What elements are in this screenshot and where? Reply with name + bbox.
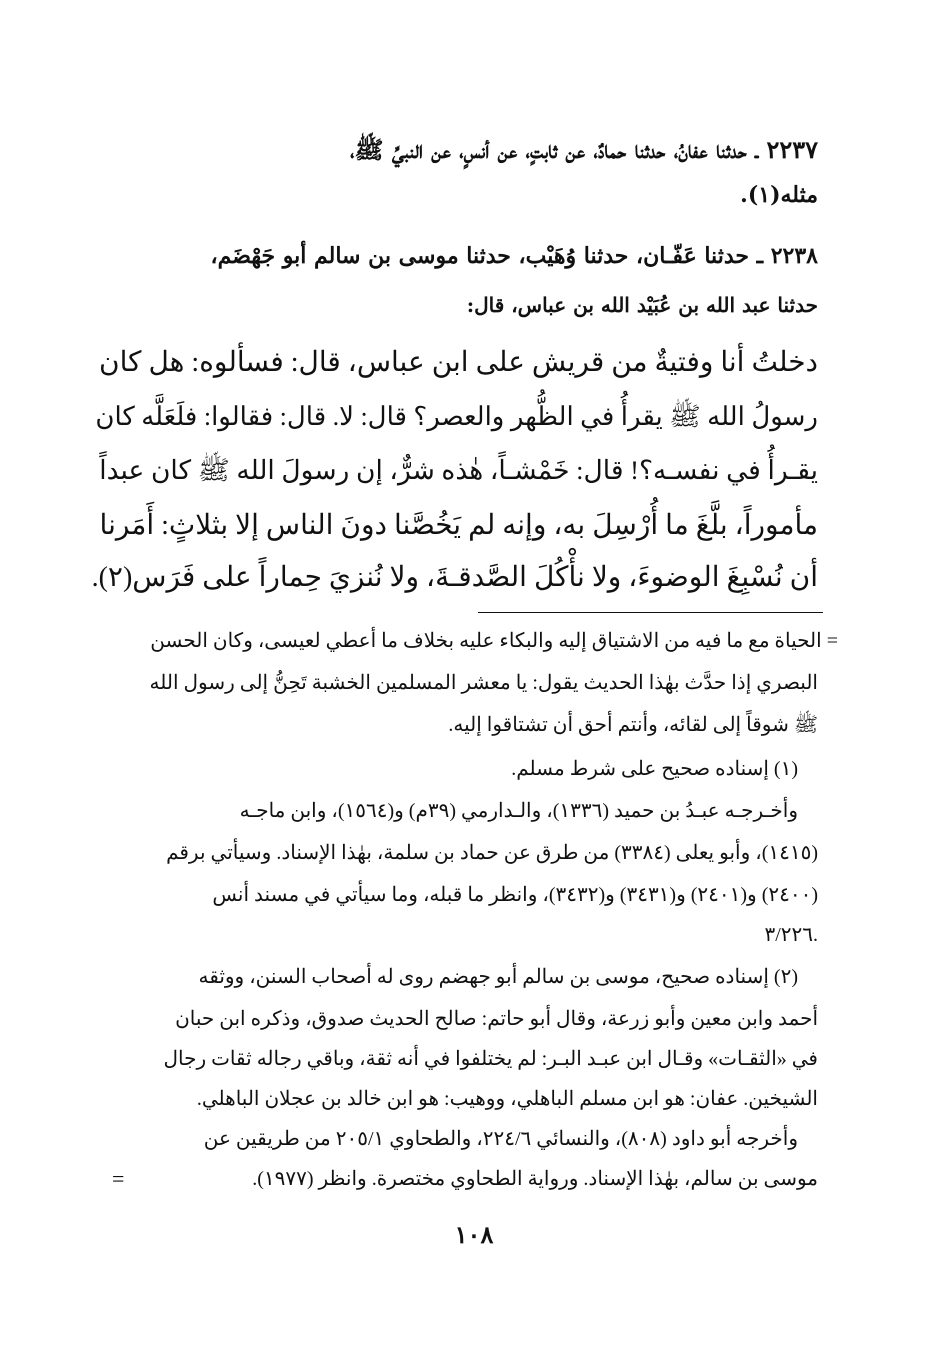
hadith-2238-isnad-line-2: حدثنا عبد الله بن عُبَيْد الله بن عباس، قال: (466, 293, 818, 317)
hadith-2238-matn-line-4: مأموراً، بلَّغَ ما أُرْسِلَ به، وإنه لم يَخُصَّنا دونَ الناس إلا بثلاثٍ: أَمَرنا (99, 510, 818, 541)
footnote-1-line-4: (٢٤٠٠) و(٢٤٠١) و(٣٤٣١) و(٣٤٣٢)، وانظر ما قبله، وما سيأتي في مسند أنس (212, 884, 818, 906)
footnote-2-line-5: وأخرجه أبو داود (٨٠٨)، والنسائي ٢٢٤/٦، والطحاوي ٢٠٥/١ من طريقين عن (203, 1128, 798, 1150)
footnote-2-line-6: موسى بن سالم، بهٰذا الإسناد. ورواية الطحاوي مختصرة. وانظر (١٩٧٧). (252, 1168, 818, 1190)
hadith-2238-isnad-line-1: ٢٢٣٨ ـ حدثنا عَفّـان، حدثنا وُهَيْب، حدثنا موسى بن سالم أبو جَهْضَم، (210, 243, 818, 269)
footnote-continued-line-2: البصري إذا حدَّث بهٰذا الحديث يقول: يا معشر المسلمين الخشبة تَحِنُّ إلى رسول الله (149, 672, 818, 694)
hadith-2238-matn-line-1: دخلتُ أنا وفتيةٌ من قريش على ابن عباس، قال: فسألوه: هل كان (99, 347, 818, 378)
hadith-2237-line-1: ٢٢٣٧ ـ حدثنا عفانُ، حدثنا حمادٌ، عن ثابتٍ، عن أنسٍ، عن النبيِّ ﷺ، (349, 135, 818, 164)
hadith-2238-matn-line-5: أن نُسْبِغَ الوضوءَ، ولا نأْكُلَ الصَّدقـةَ، ولا نُنزيَ حِماراً على فَرَس(٢). (91, 562, 818, 593)
footnote-divider (478, 612, 823, 613)
hadith-2238-matn-line-2: رسولُ الله ﷺ يقرأُ في الظُّهر والعصر؟ قال: لا. قال: فقالوا: فلَعَلَّه كان (95, 402, 818, 431)
footnote-2-line-4: الشيخين. عفان: هو ابن مسلم الباهلي، ووهيب: هو ابن خالد بن عجلان الباهلي. (196, 1088, 818, 1110)
footnote-continued-line-1: = الحياة مع ما فيه من الاشتياق إليه والبكاء عليه بخلاف ما أعطي لعيسى، وكان الحسن (150, 630, 838, 652)
hadith-2238-matn-line-3: يقـرأُ في نفسـه؟! قال: خَمْشـاً، هٰذه شرٌّ، إن رسولَ الله ﷺ كان عبداً (99, 455, 818, 485)
page-number: ١٠٨ (454, 1220, 494, 1249)
hadith-2237-line-2: مثله(١). (740, 182, 818, 208)
footnote-1-line-3: (١٤١٥)، وأبو يعلى (٣٣٨٤) من طرق عن حماد بن سلمة، بهٰذا الإسناد. وسيأتي برقم (166, 842, 818, 864)
footnote-1-line-1: (١) إسناده صحيح على شرط مسلم. (511, 758, 798, 780)
continuation-mark: = (112, 1166, 125, 1191)
footnote-1-line-5: ٣/٢٢٦. (764, 924, 818, 946)
footnote-1-line-2: وأخـرجـه عبـدُ بن حميد (١٣٣٦)، والـدارمي (٣٩م) و(١٥٦٤)، وابن ماجـه (239, 800, 798, 822)
footnote-continued-line-3: ﷺ شوقاً إلى لقائه، وأنتم أحق أن تشتاقوا إليه. (448, 714, 818, 736)
footnote-2-line-2: أحمد وابن معين وأبو زرعة، وقال أبو حاتم: صالح الحديث صدوق، وذكره ابن حبان (175, 1008, 818, 1030)
footnote-2-line-1: (٢) إسناده صحيح، موسى بن سالم أبو جهضم روى له أصحاب السنن، ووثقه (198, 966, 798, 988)
footnote-2-line-3: في «الثقـات» وقـال ابن عبـد البـر: لم يختلفوا في أنه ثقة، وباقي رجاله ثقات رجال (163, 1048, 818, 1070)
